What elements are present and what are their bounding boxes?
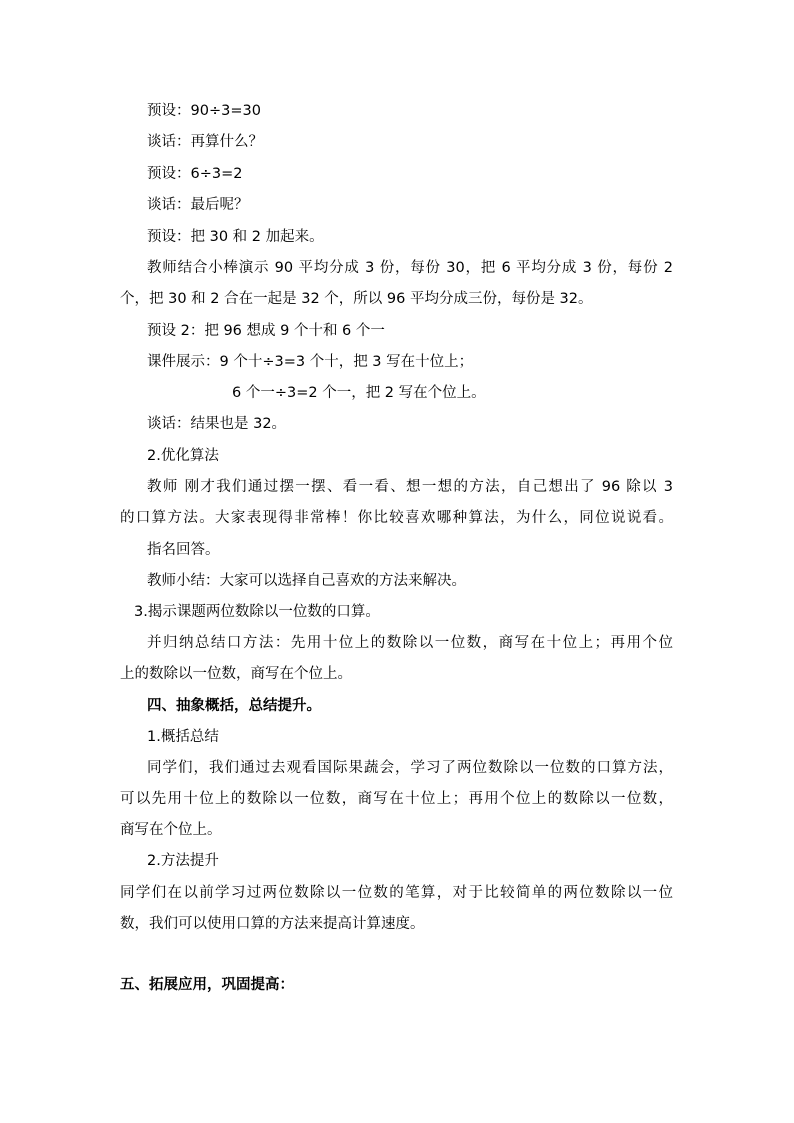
paragraph-line: 同学们在以前学习过两位数除以一位数的笔算，对于比较简单的两位数除以一位 — [120, 885, 673, 901]
text-line: 预设 2：把 96 想成 9 个十和 6 个一 — [147, 323, 385, 339]
text-line: 谈话：再算什么？ — [147, 134, 263, 150]
text-line: 预设：90÷3=30 — [147, 103, 261, 119]
subheading: 3.揭示课题两位数除以一位数的口算。 — [134, 604, 380, 620]
text-line: 谈话：最后呢？ — [147, 197, 249, 213]
subheading: 2.优化算法 — [147, 448, 219, 464]
text-line: 课件展示：9 个十÷3=3 个十，把 3 写在十位上； — [147, 354, 474, 370]
section-heading: 五、拓展应用，巩固提高： — [120, 977, 294, 993]
text-line: 预设：6÷3=2 — [147, 166, 243, 182]
paragraph-line: 并归纳总结口方法：先用十位上的数除以一位数，商写在十位上；再用个位 — [147, 635, 673, 651]
text-line: 6 个一÷3=2 个一，把 2 写在个位上。 — [232, 385, 486, 401]
paragraph-line: 的口算方法。大家表现得非常棒！你比较喜欢哪种算法，为什么，同位说说看。 — [120, 510, 673, 526]
paragraph-line: 上的数除以一位数，商写在个位上。 — [120, 666, 352, 682]
section-heading: 四、抽象概括，总结提升。 — [147, 698, 321, 714]
text-line: 教师小结：大家可以选择自己喜欢的方法来解决。 — [147, 573, 466, 589]
paragraph-line: 商写在个位上。 — [120, 822, 222, 838]
paragraph-line: 数，我们可以使用口算的方法来提高计算速度。 — [120, 916, 425, 932]
subheading: 2.方法提升 — [147, 853, 219, 869]
paragraph-line: 教师结合小棒演示 90 平均分成 3 份，每份 30，把 6 平均分成 3 份，每份 2 — [147, 260, 673, 276]
paragraph-line: 个，把 30 和 2 合在一起是 32 个，所以 96 平均分成三份，每份是 32。 — [120, 291, 593, 307]
subheading: 1.概括总结 — [147, 729, 219, 745]
text-line: 预设：把 30 和 2 加起来。 — [147, 229, 324, 245]
text-line: 指名回答。 — [147, 542, 220, 558]
paragraph-line: 可以先用十位上的数除以一位数，商写在十位上；再用个位上的数除以一位数， — [120, 791, 673, 807]
text-line: 谈话：结果也是 32。 — [147, 416, 287, 432]
paragraph-line: 教师 刚才我们通过摆一摆、看一看、想一想的方法，自己想出了 96 除以 3 — [147, 479, 673, 495]
paragraph-line: 同学们，我们通过去观看国际果蔬会，学习了两位数除以一位数的口算方法， — [147, 760, 673, 776]
